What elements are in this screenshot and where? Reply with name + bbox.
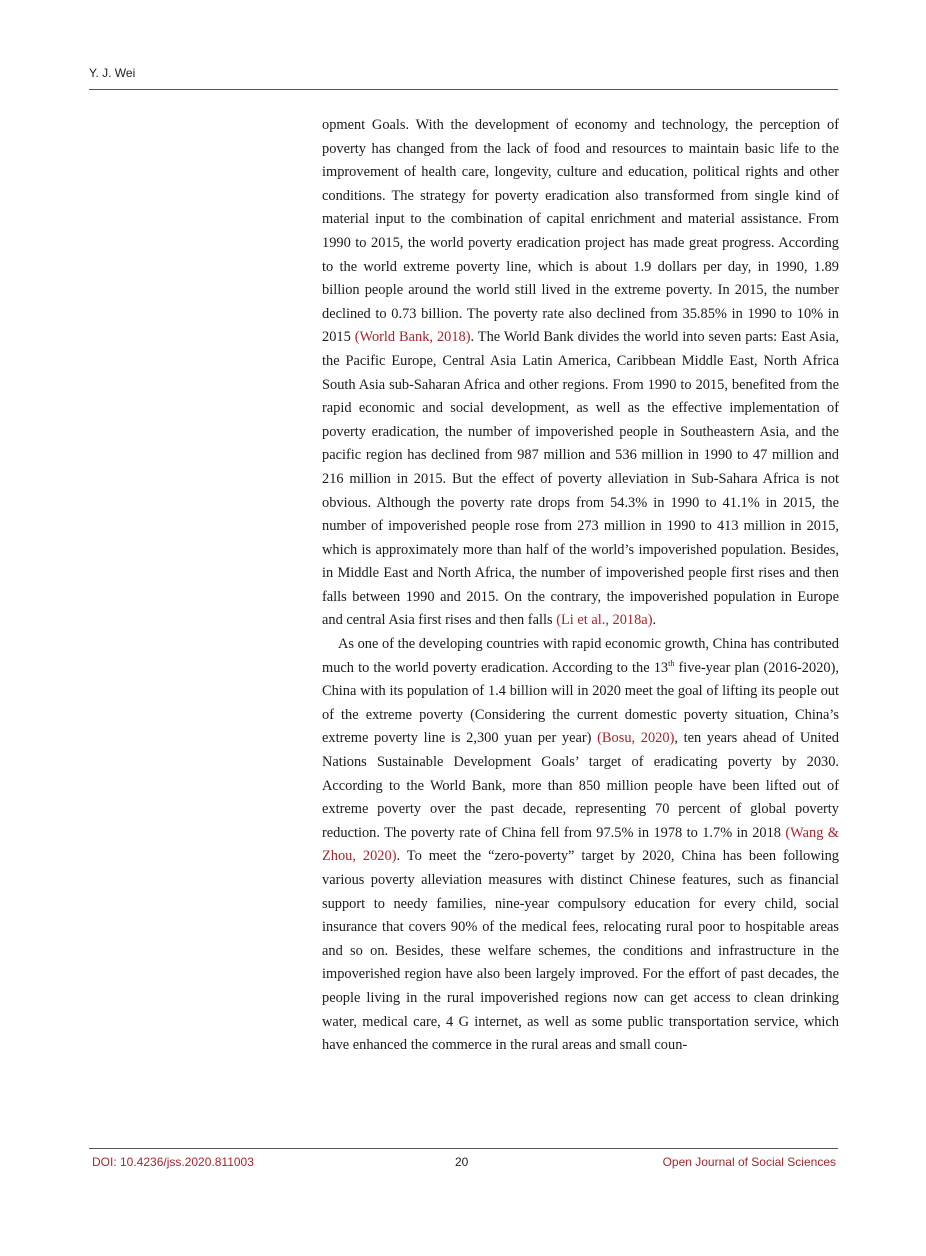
footer-divider	[89, 1148, 838, 1149]
paragraph-text: .	[652, 612, 657, 629]
citation-link[interactable]: (Li et al., 2018a)	[556, 612, 653, 629]
citation-link[interactable]: (World Bank, 2018)	[354, 329, 471, 346]
paragraph-1	[322, 114, 839, 633]
page-number: 20	[455, 1155, 469, 1169]
citation-link[interactable]: (Bosu, 2020)	[597, 730, 675, 747]
paragraph-2	[322, 633, 839, 1058]
paragraph-text: opment Goals. With the development of economy and technology, the perception of poverty has changed from the lack of food and resources to maintain basic life to the improvement of health care, longevity, culture and education, political rights and other conditions. The strategy for poverty eradication also transformed from single kind of material input to the combination of capital enrichment and material assistance. From 1990 to 2015, the world poverty eradication project has made great progress. According to the world extreme poverty line, which is about 1.9 dollars per day, in 1990, 1.89 billion people around the world still lived in the extreme poverty. In 2015, the number declined to 0.73 billion. The poverty rate also declined from 35.85% in 1990 to 10% in 2015	[322, 117, 839, 346]
paragraph-text: , ten years ahead of United Nations Sustainable Development Goals’ target of eradicating poverty by 2030. According to the World Bank, more than 850 million people have been lifted out of extreme poverty over the past decade, representing 70 percent of global poverty reduction. The poverty rate of China fell from 97.5% in 1978 to 1.7% in 2018	[322, 730, 839, 841]
ordinal-superscript: th	[668, 658, 675, 668]
article-body	[322, 114, 839, 1058]
paragraph-text: five-year plan (2016-2020), China with its population of 1.4 billion will in 2020 meet the goal of lifting its people out of the extreme poverty (Considering the current domestic poverty situation, China’s extreme poverty line is 2,300 yuan per year)	[322, 659, 839, 747]
paragraph-text: . To meet the “zero-poverty” target by 2020, China has been following various poverty alleviation measures with distinct Chinese features, such as financial support to needy families, nine-year compulsory education for every child, social insurance that covers 90% of the medical fees, relocating rural poor to hospitable areas and so on. Besides, these welfare schemes, the conditions and infrastructure in the impoverished region have also been largely improved. For the effort of past decades, the people living in the rural impoverished regions now can get access to clean drinking water, medical care, 4 G internet, as well as some public transportation service, which have enhanced the commerce in the rural areas and small coun-	[322, 848, 839, 1054]
footer-doi-link[interactable]: DOI: 10.4236/jss.2020.811003	[92, 1155, 254, 1169]
header-divider	[89, 89, 838, 90]
running-head-author: Y. J. Wei	[89, 66, 136, 80]
paragraph-text: As one of the developing countries with rapid economic growth, China has contributed much to the world poverty eradication. According to the 13	[322, 636, 839, 676]
paragraph-text: . The World Bank divides the world into seven parts: East Asia, the Pacific Europe, Central Asia Latin America, Caribbean Middle East, North Africa South Asia sub-Saharan Africa and other regions. From 1990 to 2015, benefited from the rapid economic and social development, as well as the effective implementation of poverty eradication, the number of impoverished people in Southeastern Asia, and the pacific region has declined from 987 million and 536 million in 1990 to 47 million and 216 million in 2015. But the effect of poverty alleviation in Sub-Sahara Africa is not obvious. Although the poverty rate drops from 54.3% in 1990 to 41.1% in 2015, the number of impoverished people rose from 273 million in 1990 to 413 million in 2015, which is approximately more than half of the world’s impoverished population. Besides, in Middle East and North Africa, the number of impoverished people first rises and then falls between 1990 and 2015. On the contrary, the impoverished population in Europe and central Asia first rises and then falls	[322, 329, 839, 629]
citation-link[interactable]: (Wang & Zhou, 2020)	[322, 824, 839, 865]
footer-journal-link[interactable]: Open Journal of Social Sciences	[662, 1155, 836, 1169]
